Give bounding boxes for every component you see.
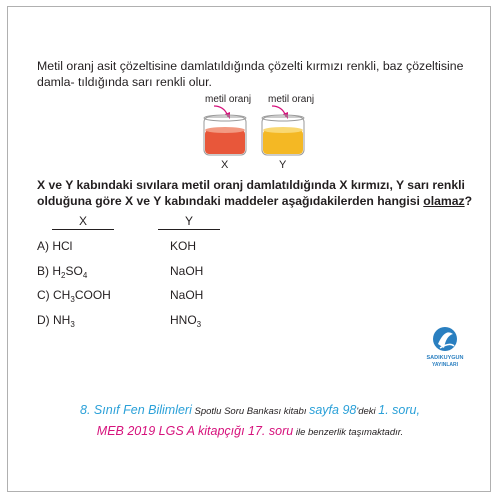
liquid-y-surface	[263, 127, 303, 133]
logo-line-2: YAYINLARI	[431, 362, 459, 368]
label-metil-oranj-right: metil oranj	[268, 94, 315, 105]
footer-line-1: 8. Sınıf Fen Bilimleri Spotlu Soru Bankası kitabı sayfa 98'deki 1. soru,	[80, 403, 420, 417]
liquid-x-surface	[205, 127, 245, 133]
column-header-x: X	[52, 214, 114, 230]
intro-paragraph: Metil oranj asit çözeltisine damlatıldığında çözelti kırmızı renkli, baz çözeltisine damla- tıldığında sarı renkli olur.	[37, 59, 464, 89]
logo-line-1: SADIKUYGUN	[426, 355, 464, 361]
sadikuygun-logo-icon	[420, 324, 470, 370]
beaker-x	[204, 115, 246, 155]
liquid-y	[263, 130, 303, 154]
beaker-x-label: X	[221, 159, 229, 170]
option-a-y: KOH	[170, 239, 197, 253]
beakers-illustration	[180, 92, 330, 170]
option-d-y: $HNO_3$	[170, 313, 202, 329]
question-mark: ?	[464, 194, 473, 208]
beaker-x-rim	[204, 115, 246, 121]
option-a-x: A) HCl	[37, 239, 73, 253]
column-header-y: Y	[158, 214, 220, 230]
beaker-y-rim	[262, 115, 304, 121]
option-b-y: NaOH	[170, 264, 204, 278]
beaker-y-label: Y	[279, 159, 287, 170]
option-c-y: NaOH	[170, 288, 204, 302]
question-underlined-word: olamaz	[423, 194, 465, 208]
footer-line-2: MEB 2019 LGS A kitapçığı 17. soru ile benzerlik taşımaktadır.	[96, 424, 404, 438]
option-c-x: C) $CH_3COOH$	[37, 288, 111, 304]
beaker-figure	[180, 92, 330, 170]
publisher-logo	[420, 324, 470, 370]
option-b-x: B) $H_2SO_4$	[37, 264, 88, 280]
option-d-x: D) $NH_3$	[37, 313, 75, 329]
question-body: X ve Y kabındaki sıvılara metil oranj damlatıldığında X kırmızı, Y sarı renkli olduğuna göre X ve Y kabındaki maddeler aşağıdakilerden hangisi	[37, 178, 465, 208]
question-text	[37, 177, 477, 209]
liquid-x	[205, 130, 245, 154]
beaker-y	[262, 115, 304, 155]
label-metil-oranj-left: metil oranj	[205, 94, 252, 105]
